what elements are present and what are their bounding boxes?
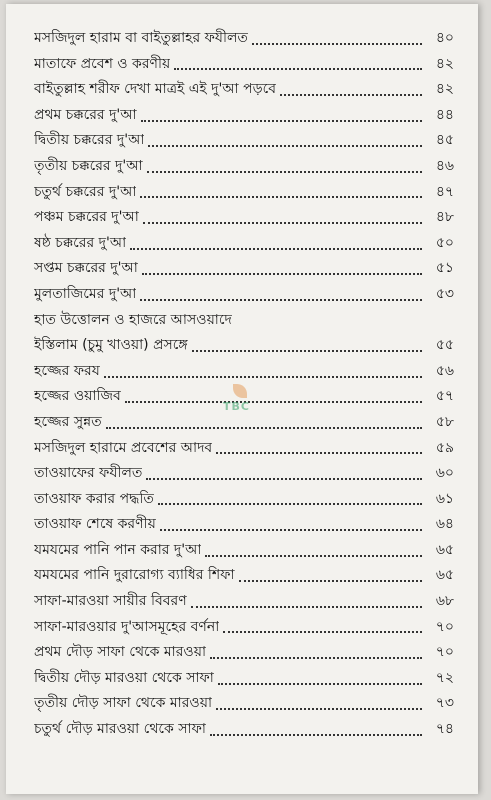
dot-leader [210,657,422,659]
toc-entry-page: ৪৭ [435,183,454,200]
toc-entry-title: মুলতাজিমের দু'আ [34,285,137,302]
toc-entry [34,282,454,308]
toc-entry-page: ৬৪ [435,516,454,533]
toc-entry-title: তাওয়াফ শেষে করণীয় [34,516,156,533]
dot-leader [191,606,422,608]
toc-entry-page: ৬৫ [435,567,454,584]
dot-leader [216,708,422,710]
toc-entry-title: মাতাফে প্রবেশ ও করণীয় [34,55,171,72]
dot-leader [143,222,422,224]
toc-entry-page: ৫৩ [435,285,454,302]
toc-entry [34,77,454,103]
book-page [6,4,478,794]
toc-entry [34,128,454,154]
dot-leader [218,683,422,685]
dot-leader [125,401,422,403]
toc-entry-title: চতুর্থ চক্করের দু'আ [34,183,137,200]
toc-entry-title: তাওয়াফের ফযীলত [34,465,143,482]
toc-entry [34,205,454,231]
toc-entry-page: ৪৫ [435,132,454,149]
toc-entry-page: ৪২ [435,55,454,72]
toc-entry [34,691,454,717]
dot-leader [141,120,422,122]
toc-entry-title: তৃতীয় দৌড় সাফা থেকে মারওয়া [34,695,213,712]
toc-entry [34,26,454,52]
dot-leader [140,196,422,198]
dot-leader [192,350,422,352]
toc-entry [34,333,454,359]
toc-entry [34,359,454,385]
toc-entry-page: ৪২ [435,81,454,98]
dot-leader [130,248,422,250]
dot-leader [160,529,422,531]
leaf-icon [233,384,247,398]
toc-entry-page: ৭৩ [435,695,454,712]
toc-entry-page: ৭২ [435,669,454,686]
toc-entry-title: হজ্জের ফরয [34,362,100,379]
toc-entry-title: দ্বিতীয় চক্করের দু'আ [34,132,145,149]
toc-entry [34,154,454,180]
toc-entry [34,615,454,641]
toc-entry-title: মসজিদুল হারাম বা বাইতুল্লাহর ফযীলত [34,30,248,46]
toc-entry-page: ৬০ [435,465,454,482]
toc-entry-page: ৬৮ [435,593,454,610]
toc-entry-title: তৃতীয় চক্করের দু'আ [34,157,143,174]
toc-entry [34,563,454,589]
toc-entry-title: চতুর্থ দৌড় মারওয়া থেকে সাফা [34,721,206,738]
toc-entry-title: মসজিদুল হারামে প্রবেশের আদব [34,439,213,456]
toc-entry-page: ৫৯ [435,439,454,456]
toc-entry-page: ৪০ [435,30,454,46]
dot-leader [280,94,422,96]
toc-entry-page: ৫৭ [435,388,454,405]
dot-leader [210,734,422,736]
toc-entry-page: ৪৪ [435,106,454,123]
dot-leader [158,503,422,505]
toc-entry-title: তাওয়াফ করার পদ্ধতি [34,490,154,507]
toc-entry-title: প্রথম দৌড় সাফা থেকে মারওয়া [34,644,207,661]
toc-entry-page: ৫৬ [435,362,454,379]
toc-entry-title: দ্বিতীয় দৌড় মারওয়া থেকে সাফা [34,669,214,686]
watermark-text: TBC [223,400,250,413]
toc-entry [34,103,454,129]
toc-entry [34,308,454,334]
dot-leader [146,478,422,480]
toc-entry [34,436,454,462]
toc-entry [34,487,454,513]
toc-entry-title: যমযমের পানি দুরারোগ্য ব্যাধির শিফা [34,567,235,584]
dot-leader [140,299,422,301]
toc-entry-title: ষষ্ঠ চক্করের দু'আ [34,234,127,251]
toc-entry [34,52,454,78]
dot-leader [142,273,422,275]
toc-entry-page: ৬৫ [435,541,454,558]
toc-entry [34,589,454,615]
toc-entry-title: বাইতুল্লাহ শরীফ দেখা মাত্রই এই দু'আ পড়বে [34,81,277,98]
dot-leader [252,43,422,45]
toc-entry-page: ৪৮ [435,209,454,226]
dot-leader [239,580,422,582]
toc-entry-page: ৫১ [435,260,454,277]
toc-entry [34,538,454,564]
dot-leader [174,68,422,70]
toc-entry [34,717,454,743]
toc-entry-title: সাফা-মারওয়ার দু'আসমূহের বর্ণনা [34,618,220,635]
toc-entry [34,461,454,487]
toc-entry-page: ৪৬ [435,157,454,174]
toc-entry [34,512,454,538]
toc-entry-page: ৫৮ [435,413,454,430]
toc-entry-page: ৭০ [435,618,454,635]
toc-entry-title: হজ্জের সুন্নত [34,413,102,430]
toc-entry-title: হাত উত্তোলন ও হাজরে আসওয়াদে [34,311,232,328]
toc-entry-page: ৬১ [435,490,454,507]
toc-entry [34,640,454,666]
toc-entry-page: ৫৫ [435,337,454,354]
toc-entry-title: সাফা-মারওয়া সায়ীর বিবরণ [34,593,187,610]
toc-entry-title: পঞ্চম চক্করের দু'আ [34,209,139,226]
toc-entry-page: ৭৪ [435,721,454,738]
toc-entry-title: সপ্তম চক্করের দু'আ [34,260,138,277]
toc-entry [34,180,454,206]
toc-entry [34,231,454,257]
toc-entry-title: প্রথম চক্করের দু'আ [34,106,137,123]
toc-entry-title: যমযমের পানি পান করার দু'আ [34,541,202,558]
toc-entry-title: হজ্জের ওয়াজিব [34,388,121,405]
toc-entry-page: ৫০ [435,234,454,251]
toc-entry [34,666,454,692]
dot-leader [216,452,422,454]
dot-leader [147,171,422,173]
toc-entry-title: ইস্তিলাম (চুমু খাওয়া) প্রসঙ্গে [34,337,188,354]
dot-leader [205,555,422,557]
toc-entry-page: ৭০ [435,644,454,661]
watermark-logo [221,384,261,420]
dot-leader [148,145,422,147]
dot-leader [223,631,422,633]
dot-leader [104,376,422,378]
dot-leader [106,427,422,429]
toc-entry [34,256,454,282]
